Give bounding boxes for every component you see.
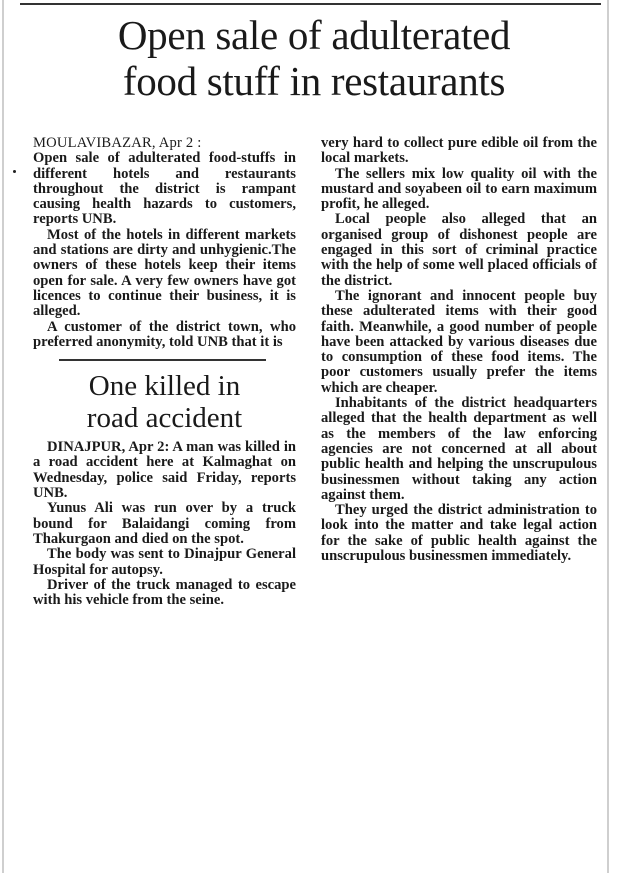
print-speck <box>13 170 16 173</box>
second-headline-line1: One killed in <box>88 370 241 403</box>
article1-continued-paragraph: very hard to collect pure edible oil from the local markets. <box>321 135 597 167</box>
page-left-edge <box>2 0 4 873</box>
article1-paragraph-1: Open sale of adulterated food-stuffs in different hotels and restaurants throughout the district is rampant causing health hazards to customers, reports UNB. <box>33 150 296 228</box>
article2-paragraph-1: DINAJPUR, Apr 2: A man was killed in a road accident here at Kalmaghat on Wednesday, police said Friday, reports UNB. <box>33 439 296 502</box>
article1-paragraph-6: The ignorant and innocent people buy these adulterated items with their good faith. Meanwhile, a good number of people have been attacked by various diseases due to consumption of these food items. The poor customers usually prefer the items which are cheaper. <box>321 287 597 396</box>
second-headline-line2: road accident <box>86 402 243 435</box>
left-column <box>33 136 296 608</box>
right-column <box>321 136 597 564</box>
dateline: MOULAVIBAZAR, Apr 2 : <box>33 135 202 151</box>
article2-paragraph-2: Yunus Ali was run over by a truck bound for Balaidangi coming from Thakurgaon and died on the spot. <box>33 500 296 547</box>
article1-paragraph-8: They urged the district administration to look into the matter and take legal action for the sake of public health against the unscrupulous businessmen immediately. <box>321 502 597 565</box>
page-right-edge <box>607 0 609 873</box>
article2-paragraph-4: Driver of the truck managed to escape with his vehicle from the seine. <box>33 576 296 609</box>
main-headline-line2: food stuff in restaurants <box>122 58 506 104</box>
article2 <box>33 370 296 608</box>
top-rule <box>20 3 601 5</box>
article1-paragraph-7: Inhabitants of the district headquarters alleged that the health department as well as the members of the law enforcing agencies are not concerned at all about public health and helping the unscrupulous businessmen without taking any action against them. <box>321 395 597 503</box>
article1-paragraph-5: Local people also alleged that an organised group of dishonest people are engaged in this sort of criminal practice with the help of some well placed officials of the district. <box>321 211 597 289</box>
story-divider <box>59 359 266 361</box>
main-headline-line1: Open sale of adulterated <box>117 12 511 58</box>
second-headline <box>33 370 296 434</box>
main-headline <box>24 12 604 104</box>
article1-paragraph-2: Most of the hotels in different markets and stations are dirty and unhygienic.The owners of these hotels keep their items open for sale. A very few owners have got licences to continue their business, it is alleged. <box>33 226 296 320</box>
article1-paragraph-4: The sellers mix low quality oil with the mustard and soyabeen oil to earn maximum profit, he alleged. <box>321 165 597 213</box>
article1-paragraph-3: A customer of the district town, who preferred anonymity, told UNB that it is <box>33 318 296 350</box>
article2-paragraph-3: The body was sent to Dinajpur General Hospital for autopsy. <box>33 546 296 578</box>
